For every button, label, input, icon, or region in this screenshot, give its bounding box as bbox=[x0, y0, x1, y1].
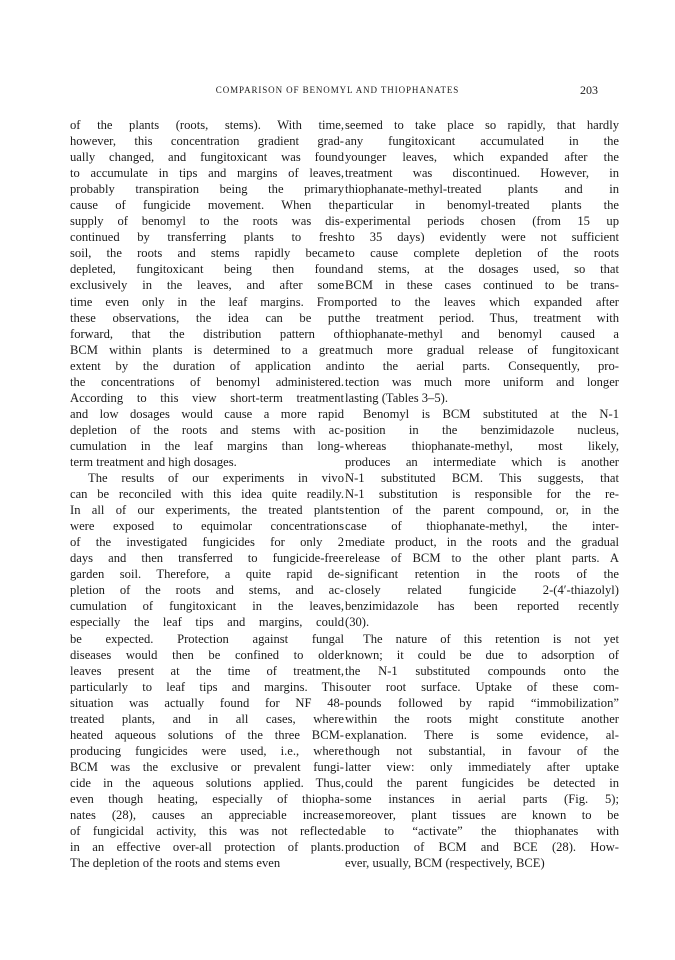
text-line: cumulation of fungitoxicant in the leaves, bbox=[70, 599, 344, 614]
text-line: treatment was discontinued. However, in bbox=[345, 166, 619, 181]
text-line: The results of our experiments in vivo bbox=[88, 471, 344, 486]
right-text-column bbox=[345, 117, 619, 871]
text-line: could the parent fungicides be detected in bbox=[345, 775, 619, 790]
text-line: probably transpiration being the primary bbox=[70, 182, 344, 197]
text-line: able to “activate” the thiophanates with bbox=[345, 824, 619, 839]
text-line: to 35 days) evidently were not sufficient bbox=[345, 230, 619, 245]
text-line: release of BCM to the other plant parts. A bbox=[345, 551, 619, 566]
text-line: time even only in the leaf margins. From bbox=[70, 294, 344, 309]
text-line: any fungitoxicant accumulated in the bbox=[345, 134, 619, 149]
text-line: forward, that the distribution pattern of bbox=[70, 326, 344, 341]
text-line: treated plants, and in all cases, where bbox=[70, 711, 344, 726]
text-line: N-1 substituted BCM. This suggests, that bbox=[345, 471, 619, 486]
text-line: these observations, the idea can be put bbox=[70, 310, 344, 325]
text-line: of the plants (roots, stems). With time, bbox=[70, 118, 344, 132]
text-line: BCM was the exclusive or prevalent fungi- bbox=[70, 759, 344, 774]
text-line: younger leaves, which expanded after the bbox=[345, 150, 619, 165]
text-line: however, this concentration gradient grad- bbox=[70, 134, 344, 149]
text-line: ever, usually, BCM (respectively, BCE) bbox=[345, 856, 545, 871]
text-line: days and then transferred to fungicide-free bbox=[70, 551, 344, 566]
text-line: The depletion of the roots and stems even bbox=[70, 856, 281, 871]
text-line: explanation. There is some evidence, al- bbox=[345, 727, 619, 742]
running-title: COMPARISON OF BENOMYL AND THIOPHANATES bbox=[215, 85, 460, 95]
text-line: pounds followed by rapid “immobilization” bbox=[345, 695, 619, 710]
text-line: especially the leaf tips and margins, could bbox=[70, 615, 344, 630]
text-line: situation was actually found for NF 48- bbox=[70, 695, 344, 710]
text-line: depletion of the roots and stems with ac- bbox=[70, 422, 344, 437]
text-line: tention of the parent compound, or, in the bbox=[345, 503, 619, 518]
text-line: depleted, fungitoxicant being then found bbox=[70, 262, 344, 277]
running-head bbox=[0, 83, 675, 97]
text-line: position in the benzimidazole nucleus, bbox=[345, 422, 619, 437]
text-line: cause of fungicide movement. When the bbox=[70, 198, 344, 213]
text-line: BCM within plants is determined to a great bbox=[70, 342, 344, 357]
text-line: continued by transferring plants to fresh bbox=[70, 230, 344, 245]
text-line: thiophanate-methyl and benomyl caused a bbox=[345, 326, 619, 341]
text-line: even though heating, especially of thiopha- bbox=[70, 791, 344, 806]
text-line: were exposed to equimolar concentrations bbox=[70, 519, 344, 534]
text-line: whereas thiophanate-methyl, most likely, bbox=[345, 438, 619, 453]
text-line: heated aqueous solutions of the three BCM- bbox=[70, 727, 344, 742]
text-line: some instances in aerial parts (Fig. 5); bbox=[345, 791, 619, 806]
text-line: term treatment and high dosages. bbox=[70, 454, 237, 469]
text-line: in an effective over-all protection of plants. bbox=[70, 840, 344, 855]
text-line: mediate product, in the roots and the gradual bbox=[345, 535, 619, 550]
text-line: the N-1 substituted compounds onto the bbox=[345, 663, 619, 678]
text-line: pletion of the roots and stems, and ac- bbox=[70, 583, 344, 598]
text-line: leaves present at the time of treatment, bbox=[70, 663, 344, 678]
text-line: the concentrations of benomyl administered. bbox=[70, 374, 344, 389]
text-line: produces an intermediate which is another bbox=[345, 454, 619, 469]
text-line: benzimidazole has been reported recently bbox=[345, 599, 619, 614]
text-line: soil, the roots and stems rapidly became bbox=[70, 246, 344, 261]
text-line: The nature of this retention is not yet bbox=[363, 631, 619, 646]
text-line: BCM in these cases continued to be trans- bbox=[345, 278, 619, 293]
text-line: ported to the leaves which expanded after bbox=[345, 294, 619, 309]
text-line: and low dosages would cause a more rapid bbox=[70, 406, 344, 421]
text-line: though not substantial, in favour of the bbox=[345, 743, 619, 758]
text-line: garden soil. Therefore, a quite rapid de- bbox=[70, 567, 344, 582]
text-line: latter view: only immediately after uptake bbox=[345, 759, 619, 774]
text-line: much more gradual release of fungitoxicant bbox=[345, 342, 619, 357]
text-line: and stems, at the dosages used, so that bbox=[345, 262, 619, 277]
text-line: to accumulate in tips and margins of leaves, bbox=[70, 166, 344, 181]
text-line: into the aerial parts. Consequently, pro- bbox=[345, 358, 619, 373]
text-line: exclusively in the leaves, and after some bbox=[70, 278, 344, 293]
text-line: the treatment period. Thus, treatment with bbox=[345, 310, 619, 325]
text-line: N-1 substitution is responsible for the re- bbox=[345, 487, 619, 502]
text-line: particular in benomyl-treated plants the bbox=[345, 198, 619, 213]
text-line: lasting (Tables 3–5). bbox=[345, 390, 448, 405]
text-line: (30). bbox=[345, 615, 370, 630]
text-line: According to this view short-term treatment bbox=[70, 390, 344, 405]
text-line: supply of benomyl to the roots was dis- bbox=[70, 214, 344, 229]
text-line: be expected. Protection against fungal bbox=[70, 631, 344, 646]
text-line: of fungicidal activity, this was not reflected bbox=[70, 824, 344, 839]
text-line: moreover, plant tissues are known to be bbox=[345, 808, 619, 823]
text-line: producing fungicides were used, i.e., where bbox=[70, 743, 344, 758]
text-line: of the investigated fungicides for only 2 bbox=[70, 535, 344, 550]
text-line: ually changed, and fungitoxicant was found bbox=[70, 150, 344, 165]
text-line: within the roots might constitute another bbox=[345, 711, 619, 726]
text-line: known; it could be due to adsorption of bbox=[345, 647, 619, 662]
page-number: 203 bbox=[580, 83, 598, 97]
text-line: significant retention in the roots of the bbox=[345, 567, 619, 582]
text-line: tection was much more uniform and longer bbox=[345, 374, 619, 389]
text-line: extent by the duration of application and bbox=[70, 358, 344, 373]
text-line: case of thiophanate-methyl, the inter- bbox=[345, 519, 619, 534]
text-line: nates (28), causes an appreciable increase bbox=[70, 808, 344, 823]
text-line: In all of our experiments, the treated plants bbox=[70, 503, 344, 518]
text-line: closely related fungicide 2-(4′-thiazolyl) bbox=[345, 583, 619, 598]
left-text-column bbox=[70, 117, 344, 871]
text-line: cumulation in the leaf margins than long- bbox=[70, 438, 344, 453]
text-line: particularly to leaf tips and margins. This bbox=[70, 679, 344, 694]
text-line: thiophanate-methyl-treated plants and in bbox=[345, 182, 619, 197]
text-line: production of BCM and BCE (28). How- bbox=[345, 840, 619, 855]
text-line: cide in the aqueous solutions applied. Thus, bbox=[70, 775, 344, 790]
text-line: experimental periods chosen (from 15 up bbox=[345, 214, 619, 229]
text-line: diseases would then be confined to older bbox=[70, 647, 344, 662]
text-line: Benomyl is BCM substituted at the N-1 bbox=[363, 406, 619, 421]
text-line: to cause complete depletion of the roots bbox=[345, 246, 619, 261]
text-line: can be reconciled with this idea quite readily. bbox=[70, 487, 344, 502]
text-line: seemed to take place so rapidly, that hardly bbox=[345, 118, 619, 132]
text-line: outer root surface. Uptake of these com- bbox=[345, 679, 619, 694]
